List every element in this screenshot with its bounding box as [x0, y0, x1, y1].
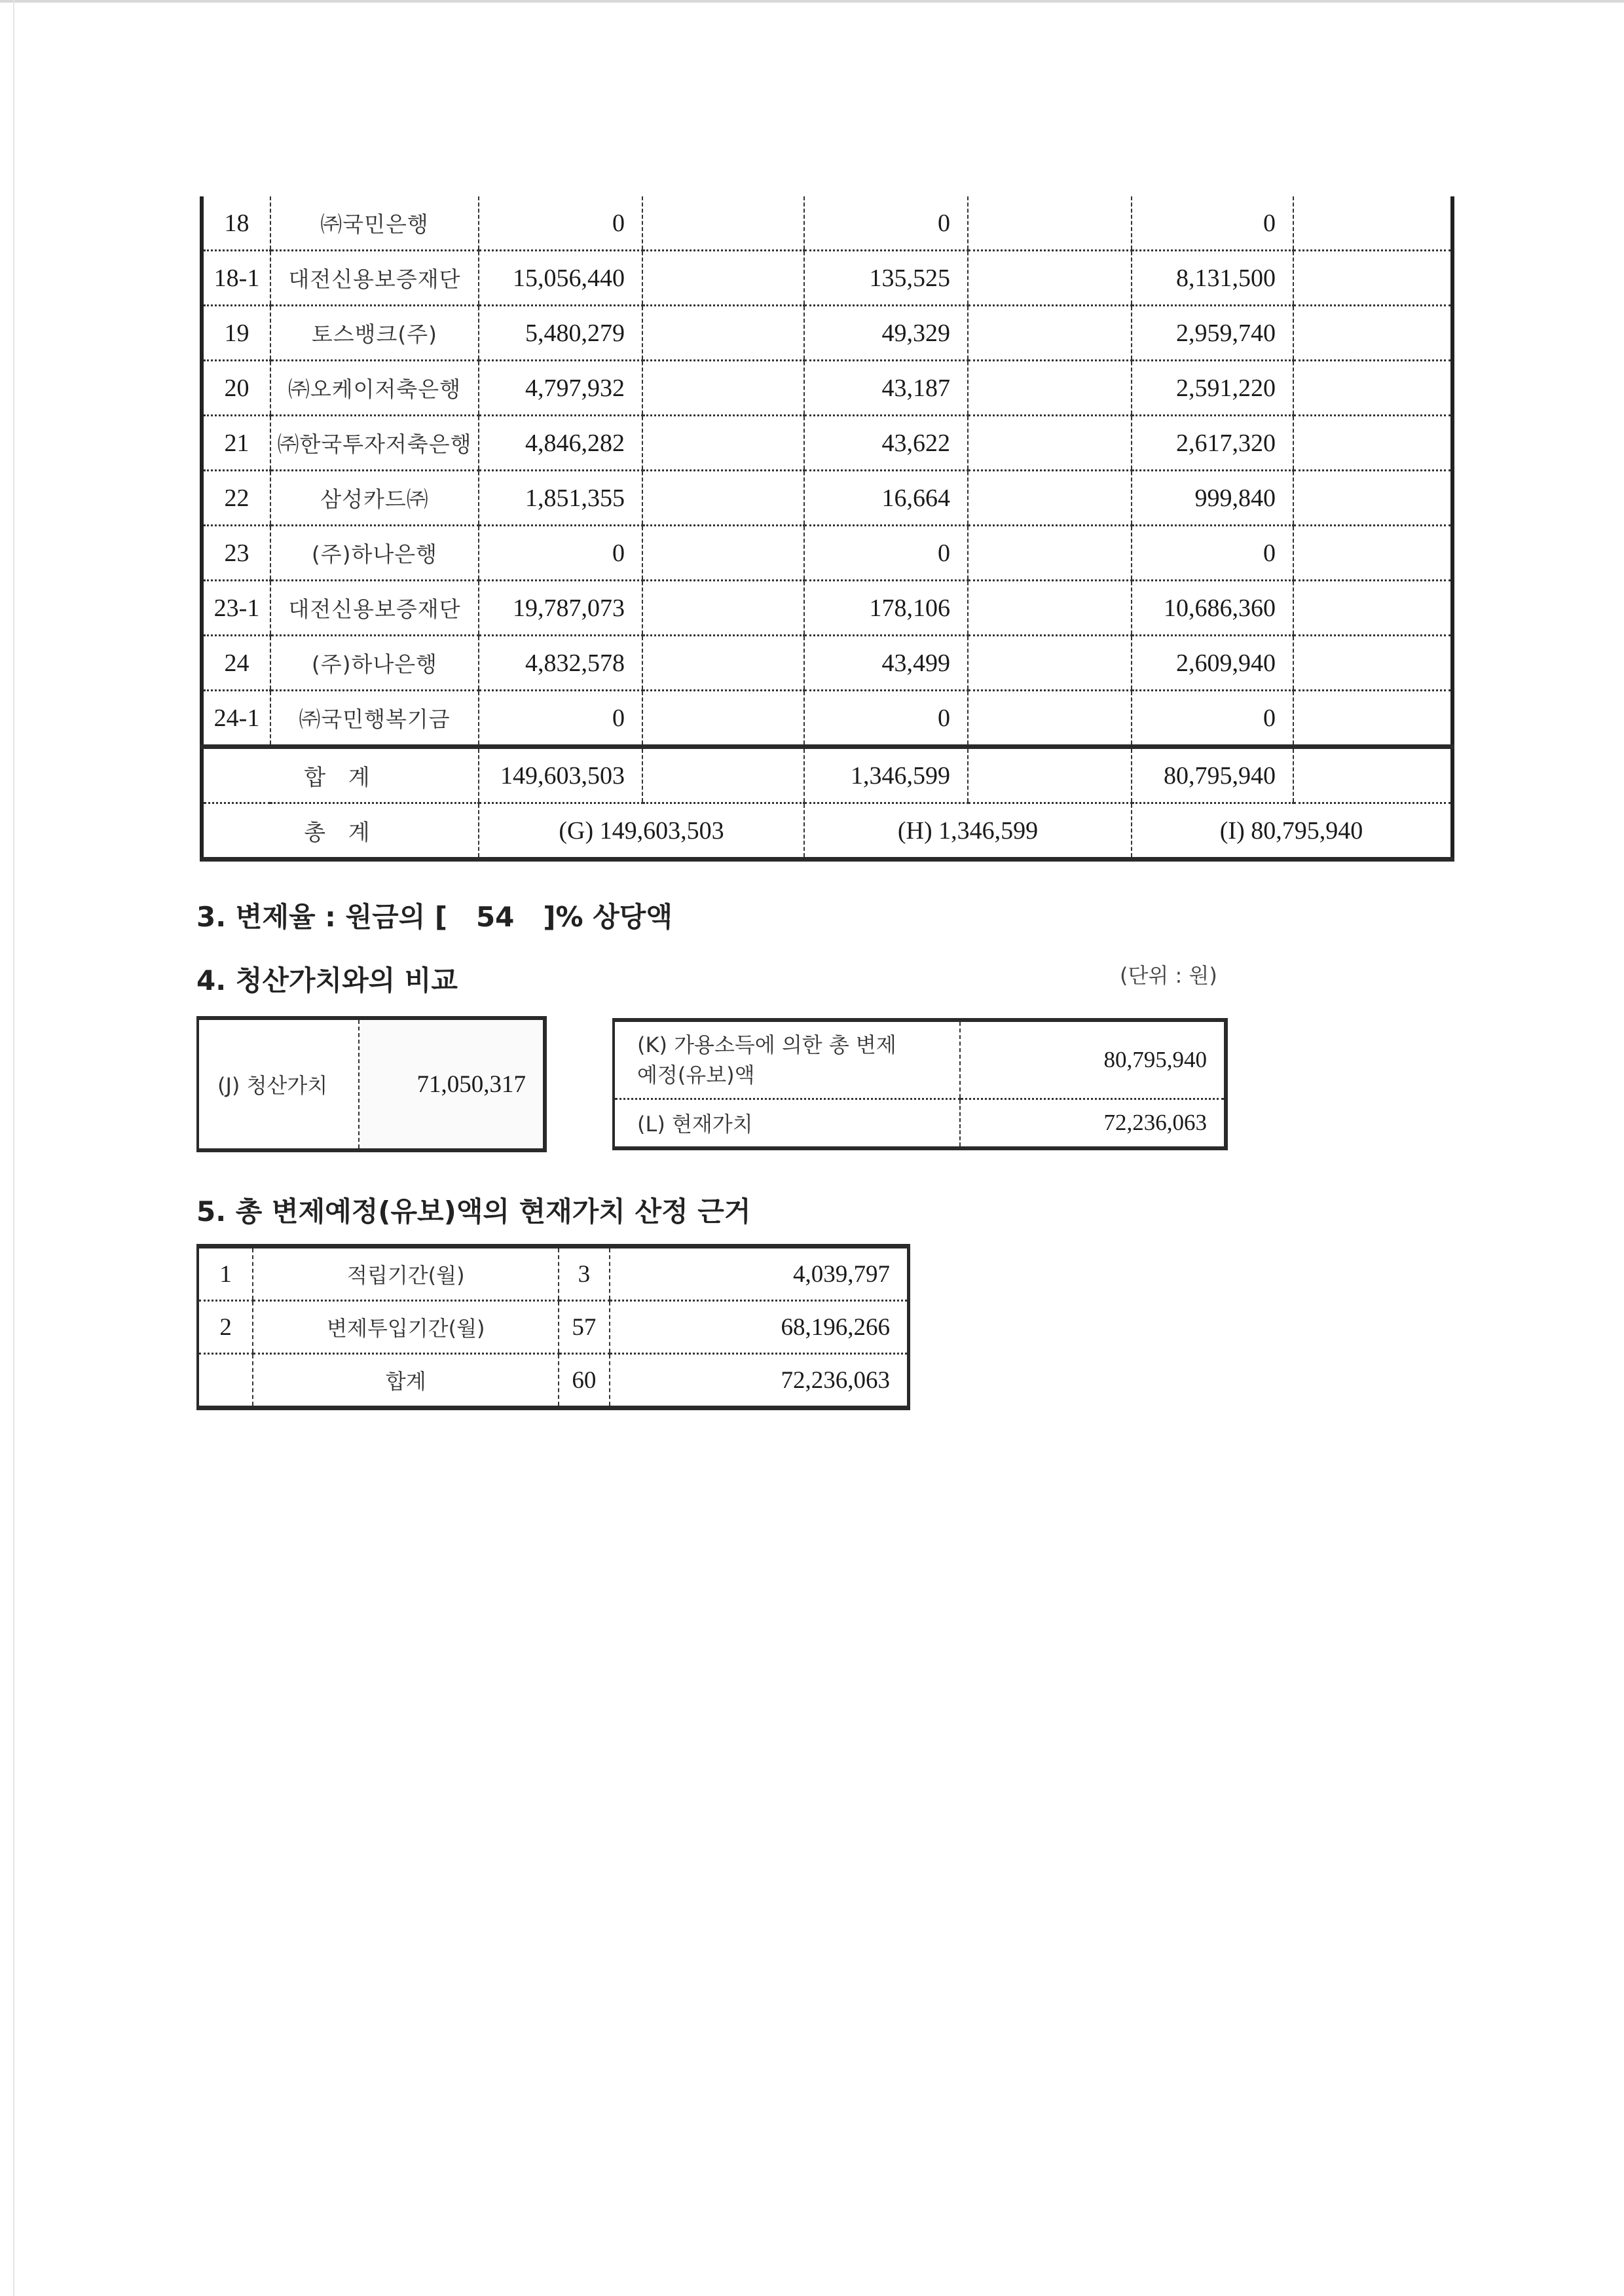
empty-cell	[968, 581, 1132, 636]
empty-cell	[642, 636, 804, 691]
empty-cell	[1293, 251, 1452, 306]
row-number: 22	[202, 471, 270, 526]
total-repayment: 0	[1132, 196, 1293, 251]
creditor-name: 토스뱅크(주)	[270, 306, 479, 361]
grand-total-monthly: (H) 1,346,599	[804, 803, 1132, 860]
row-number: 2	[198, 1301, 253, 1354]
row-number	[198, 1354, 253, 1408]
monthly-repayment: 49,329	[804, 306, 968, 361]
present-value-label: (L) 현재가치	[614, 1099, 960, 1148]
empty-cell	[1293, 526, 1452, 581]
empty-cell	[1293, 691, 1452, 747]
creditor-name: ㈜국민은행	[270, 196, 479, 251]
creditor-repayment-table	[200, 196, 1454, 862]
unit-label: (단위 : 원)	[1120, 963, 1217, 988]
total-repayment: 0	[1132, 526, 1293, 581]
period-months: 60	[559, 1354, 609, 1408]
period-months: 57	[559, 1301, 609, 1354]
empty-cell	[968, 196, 1132, 251]
subtotal-label: 합 계	[202, 747, 479, 803]
row-number: 1	[198, 1247, 253, 1301]
empty-cell	[642, 747, 804, 803]
principal-amount: 0	[479, 196, 642, 251]
table-row	[202, 471, 1452, 526]
principal-amount: 0	[479, 691, 642, 747]
empty-cell	[642, 471, 804, 526]
total-repayment-label	[614, 1020, 960, 1099]
creditor-name: ㈜한국투자저축은행	[270, 416, 479, 471]
row-number: 18	[202, 196, 270, 251]
monthly-repayment: 178,106	[804, 581, 968, 636]
empty-cell	[968, 416, 1132, 471]
table-row	[202, 581, 1452, 636]
empty-cell	[1293, 636, 1452, 691]
total-repayment: 999,840	[1132, 471, 1293, 526]
empty-cell	[1293, 471, 1452, 526]
total-repayment-label-line2: 예정(유보)액	[637, 1062, 755, 1087]
principal-amount: 15,056,440	[479, 251, 642, 306]
empty-cell	[642, 196, 804, 251]
empty-cell	[1293, 361, 1452, 416]
total-repayment: 8,131,500	[1132, 251, 1293, 306]
empty-cell	[642, 251, 804, 306]
empty-cell	[968, 251, 1132, 306]
table-row	[202, 196, 1452, 251]
subtotal-row	[202, 747, 1452, 803]
empty-cell	[968, 747, 1132, 803]
section3-heading: 3. 변제율 : 원금의 [ 54 ]% 상당액	[196, 901, 673, 933]
creditor-name: (주)하나은행	[270, 526, 479, 581]
table-row	[202, 636, 1452, 691]
row-number: 19	[202, 306, 270, 361]
total-repayment: 10,686,360	[1132, 581, 1293, 636]
table-row	[198, 1247, 909, 1301]
monthly-repayment: 0	[804, 526, 968, 581]
section5-heading: 5. 총 변제예정(유보)액의 현재가치 산정 근거	[196, 1195, 751, 1228]
subtotal-monthly: 1,346,599	[804, 747, 968, 803]
row-number: 24-1	[202, 691, 270, 747]
monthly-repayment: 43,499	[804, 636, 968, 691]
grand-total-principal: (G) 149,603,503	[479, 803, 804, 860]
principal-amount: 4,846,282	[479, 416, 642, 471]
empty-cell	[642, 581, 804, 636]
page-left-edge	[13, 0, 14, 2296]
present-value-basis-table	[196, 1244, 910, 1410]
creditor-name: ㈜국민행복기금	[270, 691, 479, 747]
row-number: 21	[202, 416, 270, 471]
principal-amount: 19,787,073	[479, 581, 642, 636]
empty-cell	[968, 691, 1132, 747]
creditor-name: 삼성카드㈜	[270, 471, 479, 526]
total-repayment: 2,617,320	[1132, 416, 1293, 471]
empty-cell	[968, 526, 1132, 581]
monthly-repayment: 43,622	[804, 416, 968, 471]
table-row	[202, 251, 1452, 306]
empty-cell	[1293, 196, 1452, 251]
empty-cell	[968, 361, 1132, 416]
subtotal-principal: 149,603,503	[479, 747, 642, 803]
liquidation-value-box	[196, 1016, 547, 1152]
empty-cell	[642, 416, 804, 471]
period-amount: 4,039,797	[610, 1247, 909, 1301]
principal-amount: 5,480,279	[479, 306, 642, 361]
empty-cell	[968, 636, 1132, 691]
table-row	[202, 526, 1452, 581]
empty-cell	[1293, 581, 1452, 636]
period-amount: 68,196,266	[610, 1301, 909, 1354]
period-label: 적립기간(월)	[253, 1247, 559, 1301]
monthly-repayment: 16,664	[804, 471, 968, 526]
total-repayment-value: 80,795,940	[960, 1020, 1226, 1099]
creditor-name: ㈜오케이저축은행	[270, 361, 479, 416]
period-label: 변제투입기간(월)	[253, 1301, 559, 1354]
period-label: 합계	[253, 1354, 559, 1408]
creditor-name: (주)하나은행	[270, 636, 479, 691]
grand-total-row	[202, 803, 1452, 860]
table-row	[202, 361, 1452, 416]
empty-cell	[642, 526, 804, 581]
liquidation-value: 71,050,317	[359, 1018, 545, 1150]
monthly-repayment: 0	[804, 196, 968, 251]
empty-cell	[968, 471, 1132, 526]
empty-cell	[642, 691, 804, 747]
liquidation-value-label: (J) 청산가치	[198, 1018, 359, 1150]
principal-amount: 4,832,578	[479, 636, 642, 691]
present-value-value: 72,236,063	[1103, 1110, 1207, 1136]
principal-amount: 1,851,355	[479, 471, 642, 526]
monthly-repayment: 135,525	[804, 251, 968, 306]
page-top-edge	[0, 0, 1624, 3]
empty-cell	[1293, 306, 1452, 361]
grand-total-label: 총 계	[202, 803, 479, 860]
total-repayment: 2,959,740	[1132, 306, 1293, 361]
table-row	[202, 306, 1452, 361]
grand-total-total: (I) 80,795,940	[1132, 803, 1452, 860]
empty-cell	[968, 306, 1132, 361]
total-repayment: 0	[1132, 691, 1293, 747]
row-number: 23-1	[202, 581, 270, 636]
empty-cell	[642, 361, 804, 416]
period-months: 3	[559, 1247, 609, 1301]
row-number: 24	[202, 636, 270, 691]
period-amount: 72,236,063	[610, 1354, 909, 1408]
total-repayment-label-line1: (K) 가용소득에 의한 총 변제	[637, 1032, 896, 1057]
table-row	[202, 691, 1452, 747]
table-row	[202, 416, 1452, 471]
empty-cell	[1293, 747, 1452, 803]
principal-amount: 4,797,932	[479, 361, 642, 416]
empty-cell	[1293, 416, 1452, 471]
creditor-name: 대전신용보증재단	[270, 581, 479, 636]
empty-cell	[642, 306, 804, 361]
subtotal-total: 80,795,940	[1132, 747, 1293, 803]
monthly-repayment: 43,187	[804, 361, 968, 416]
table-row	[198, 1301, 909, 1354]
section4-heading: 4. 청산가치와의 비교	[196, 964, 458, 996]
principal-amount: 0	[479, 526, 642, 581]
table-row	[198, 1354, 909, 1408]
total-repayment: 2,591,220	[1132, 361, 1293, 416]
repayment-comparison-box	[612, 1018, 1228, 1150]
creditor-name: 대전신용보증재단	[270, 251, 479, 306]
row-number: 23	[202, 526, 270, 581]
row-number: 20	[202, 361, 270, 416]
total-repayment: 2,609,940	[1132, 636, 1293, 691]
row-number: 18-1	[202, 251, 270, 306]
monthly-repayment: 0	[804, 691, 968, 747]
